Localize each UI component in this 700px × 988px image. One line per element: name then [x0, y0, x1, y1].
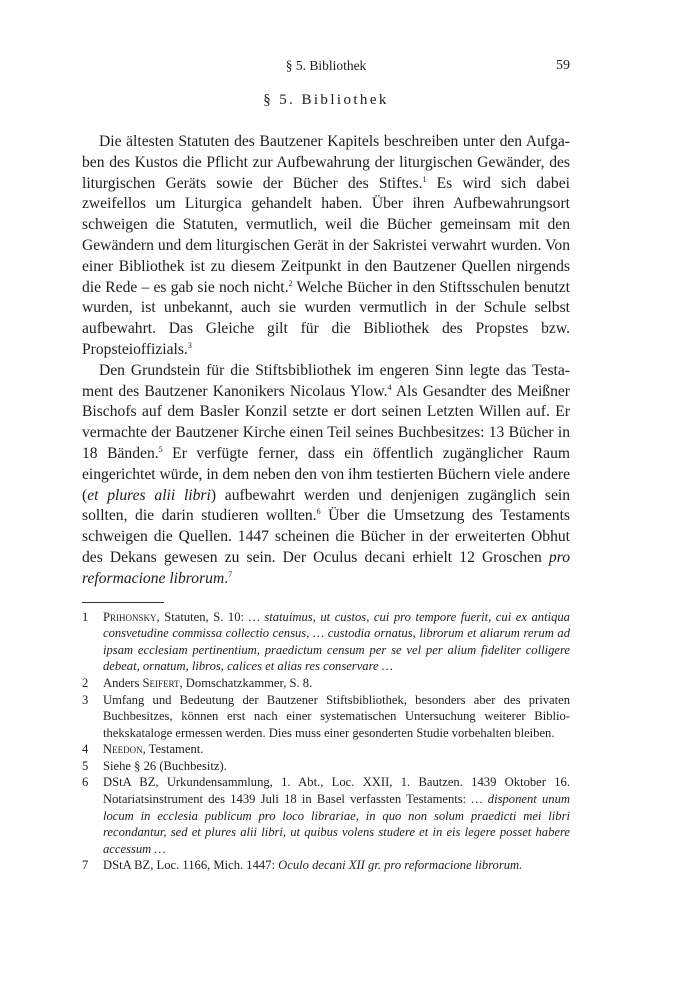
section-title: § 5. Bibliothek	[263, 92, 389, 108]
footnotes	[82, 609, 570, 875]
latin-quote: Oculo decani XII gr. pro reformacione librorum.	[278, 858, 523, 873]
body-text	[82, 132, 570, 590]
text-span: Welche Bücher in den Stiftsschulen benutzt wurden, ist unbekannt, auch sie wurden vermutlich in der Schule selbst aufbewahrt. Das Gleiche gilt für die Bibliothek des Propstes bzw. Propsteioffizials.	[82, 278, 570, 358]
latin-quote: pro reformacione librorum	[82, 548, 570, 587]
footnote-divider	[82, 602, 164, 603]
footnote-2	[82, 675, 570, 692]
latin-quote: et plures alii libri	[87, 486, 211, 504]
text-span: Die ältesten Statuten des Bautzener Kapitels beschreiben unter den Aufgaben des Kustos die Pflicht zur Aufbewahrung der liturgischen Gewänder, des liturgischen Geräts sowie der Bücher des Stiftes.	[82, 133, 570, 192]
page-number: 59	[556, 58, 570, 73]
footnote-3	[82, 692, 570, 742]
footnote-ref-5[interactable]: 5	[158, 444, 163, 454]
text-span: Über die Umsetzung des Testaments schweigen die Quellen. 1447 scheinen die Bücher in der erweiterten Obhut des Dekans gewesen zu sein. Der Oculus decani erhielt 12 Groschen	[82, 507, 570, 566]
footnote-ref-6[interactable]: 6	[316, 507, 321, 517]
footnote-text: Siehe § 26 (Buchbesitz).	[103, 758, 227, 773]
footnote-number: 2	[82, 675, 89, 690]
author-name: Needon	[103, 742, 143, 757]
footnote-number: 4	[82, 742, 89, 757]
latin-quote: … disponent unum locum in ecclesia publicum pro loco librariae, in quo non solum praedicti mei libri recondantur, sed et plures alii libri, ut quibus volens studere et in eis legere posset habere accessum …	[103, 792, 570, 856]
footnote-text: DStA BZ, Loc. 1166, Mich. 1447:	[103, 858, 279, 873]
document-page	[82, 58, 570, 874]
paragraph-1	[82, 132, 570, 361]
footnote-5	[82, 758, 570, 775]
footnote-ref-4[interactable]: 4	[387, 382, 392, 392]
footnote-number: 1	[82, 609, 89, 624]
paragraph-2	[82, 361, 570, 590]
text-span: .	[224, 569, 229, 587]
footnote-4	[82, 741, 570, 758]
text-span: ) aufbewahrt werden und denjenigen zugänglich sein sollten, die darin studieren wollten.	[82, 486, 570, 525]
footnote-ref-2[interactable]: 2	[288, 278, 293, 288]
author-name: Seifert	[142, 675, 180, 690]
text-span: Er verfügte ferner, dass ein öffentlich zugänglicher Raum eingerichtet würde, in dem neben den von ihm testierten Büchern viele andere (	[82, 444, 570, 504]
footnote-text: Anders	[103, 675, 143, 690]
footnote-7	[82, 857, 570, 874]
running-header	[82, 58, 570, 80]
footnote-number: 7	[82, 858, 89, 873]
author-name: Prihonsky	[103, 609, 157, 624]
footnote-1	[82, 609, 570, 675]
footnote-text: Umfang und Bedeutung der Bautzener Stiftsbibliothek, besonders aber des privaten Buchbesitzes, können erst nach einer systematischen Untersuchung weiterer Bibliothekskataloge ermessen werden. Dies muss einer gesonderten Studie vorbehalten bleiben.	[103, 692, 570, 740]
text-span: Es wird sich dabei zweifellos um Liturgica gehandelt haben. Über ihren Aufbewahrungsort schweigen die Statuten, vermutlich, weil die Bücher gemeinsam mit den Gewändern und dem liturgischen Gerät in der Sakristei verwahrt wurden. Von einer Bibliothek ist zu diesem Zeitpunkt in den Bautzener Quellen nirgends die Rede – es gab sie noch nicht.	[82, 174, 570, 296]
footnote-number: 3	[82, 692, 89, 707]
footnote-text: , Domschatzkammer, S. 8.	[179, 675, 313, 690]
text-span: Als Gesandter des Meißner Bischofs auf dem Basler Konzil setzte er dort seinen Letzten Willen auf. Er vermachte der Bautzener Kirche einen Teil seines Buchbesitzes: 13 Bücher in 18 Bänden.	[82, 382, 570, 462]
footnote-text: DStA BZ, Urkundensammlung, 1. Abt., Loc. XXII, 1. Bautzen. 1439 Oktober 16. Notariatsinstrument des 1439 Juli 18 in Basel verfassten Testaments:	[103, 775, 570, 807]
footnote-text: , Statuten, S. 10:	[156, 609, 249, 624]
footnote-text: , Testament.	[142, 742, 204, 757]
text-span: Den Grundstein für die Stiftsbibliothek im engeren Sinn legte das Testament des Bautzener Kanonikers Nicolaus Ylow.	[82, 361, 570, 400]
footnote-ref-7[interactable]: 7	[228, 569, 233, 579]
footnote-ref-1[interactable]: 1	[422, 174, 427, 184]
footnote-6	[82, 774, 570, 857]
running-title: § 5. Bibliothek	[285, 58, 367, 73]
footnote-number: 5	[82, 758, 89, 773]
latin-quote: … statuimus, ut custos, cui pro tempore fuerit, cui ex antiqua consvetudine commissa collectio census, … custodia ornatus, librorum et aliarum rerum ad ipsam ecclesiam pertinentium, praedictum censum per se vel per alium fideliter colligere debeat, ornatum, libros, calices et alias res conservare …	[103, 609, 570, 674]
footnote-ref-3[interactable]: 3	[187, 340, 192, 350]
footnote-number: 6	[82, 775, 89, 790]
